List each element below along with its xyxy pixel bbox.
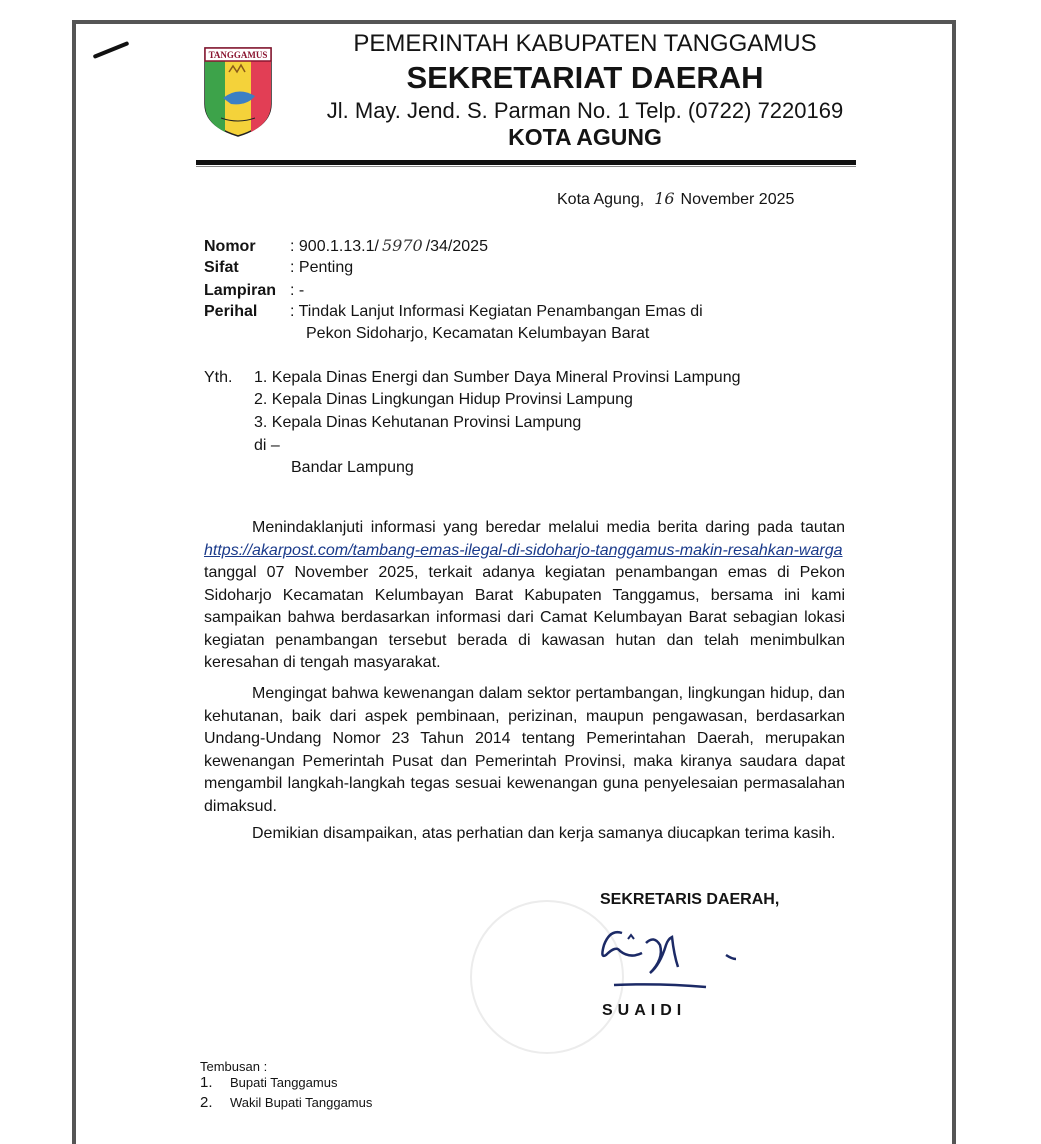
recipient-item: 3. Kepala Dinas Kehutanan Provinsi Lampung <box>254 414 582 431</box>
tembusan-text: Wakil Bupati Tanggamus <box>230 1095 373 1110</box>
body-paragraph-closing: Demikian disampaikan, atas perhatian dan kerja samanya diucapkan terima kasih. <box>252 825 836 842</box>
recipient-city: Bandar Lampung <box>291 459 414 476</box>
meta-sifat <box>204 259 353 277</box>
letterhead-rule-thin <box>196 166 856 167</box>
tembusan-title: Tembusan : <box>200 1059 268 1074</box>
nomor-suffix: /34/2025 <box>425 238 488 255</box>
meta-perihal <box>204 303 703 321</box>
tembusan-item <box>200 1094 372 1111</box>
letterhead-government: PEMERINTAH KABUPATEN TANGGAMUS <box>353 30 817 57</box>
body-paragraph-1 <box>204 517 845 675</box>
salutation: Yth. <box>204 369 233 386</box>
signatory-title: SEKRETARIS DAERAH, <box>600 891 780 908</box>
tembusan-text: Bupati Tanggamus <box>230 1075 338 1090</box>
tembusan-item <box>200 1074 337 1091</box>
recipient-item: 2. Kepala Dinas Lingkungan Hidup Provinsi Lampung <box>254 391 633 408</box>
date-place: Kota Agung, <box>557 191 645 208</box>
nomor-prefix: : 900.1.13.1/ <box>290 238 379 255</box>
letterhead-city: KOTA AGUNG <box>508 124 662 150</box>
date-day-handwritten: 16 <box>654 189 675 208</box>
recipient-item: 1. Kepala Dinas Energi dan Sumber Daya Mineral Provinsi Lampung <box>254 369 741 386</box>
emblem-label: TANGGAMUS <box>208 50 268 60</box>
meta-lampiran <box>204 282 304 300</box>
tanggamus-emblem-icon <box>203 46 273 138</box>
letterhead-rule <box>196 160 856 165</box>
perihal-label: Perihal <box>204 303 258 320</box>
p1-start: Menindaklanjuti informasi yang beredar melalui media berita daring pada tautan <box>252 519 845 536</box>
letterhead-address: Jl. May. Jend. S. Parman No. 1 Telp. (0722) 7220169 <box>326 98 844 123</box>
nomor-handwritten: 5970 <box>381 236 423 255</box>
body-paragraph-2 <box>204 683 845 818</box>
news-link[interactable]: https://akarpost.com/tambang-emas-ilegal-di-sidoharjo-tanggamus-makin-resahkan-warga <box>204 541 843 559</box>
p2-text: Mengingat bahwa kewenangan dalam sektor pertambangan, lingkungan hidup, dan kehutanan, baik dari aspek pembinaan, perizinan, maupun pengawasan, berdasarkan Undang-Undang Nomor 23 Tahun 2014 tentang Pemerintahan Daerah, merupakan kewenangan Pemerintah Pusat dan Pemerintah Provinsi, maka kiranya saudara dapat mengambil langkah-langkah tegas sesuai kewenangan guna penyelesaian permasalahan dimaksud. <box>204 685 845 815</box>
signatory-name: SUAIDI <box>602 1002 687 1019</box>
nomor-label: Nomor <box>204 238 256 255</box>
signature-icon <box>590 915 760 995</box>
sifat-label: Sifat <box>204 259 239 276</box>
meta-nomor <box>204 236 488 256</box>
date-month-year: November 2025 <box>680 191 795 208</box>
letterhead-office: SEKRETARIAT DAERAH <box>406 60 764 95</box>
tembusan-num: 1. <box>200 1074 213 1091</box>
recipient-di: di – <box>254 437 280 454</box>
letter-date <box>557 189 794 209</box>
lampiran-label: Lampiran <box>204 282 277 299</box>
lampiran-value: : - <box>290 282 305 299</box>
perihal-line1: : Tindak Lanjut Informasi Kegiatan Penambangan Emas di <box>290 303 703 320</box>
tembusan-num: 2. <box>200 1094 213 1111</box>
p1-rest: tanggal 07 November 2025, terkait adanya kegiatan penambangan emas di Pekon Sidoharjo Kecamatan Kelumbayan Barat Kabupaten Tanggamus, bersama ini kami sampaikan bahwa berdasarkan informasi dari Camat Kelumbayan Barat sebagian lokasi kegiatan penambangan tersebut berada di kawasan hutan dan telah menimbulkan keresahan di tengah masyarakat. <box>204 564 845 671</box>
sifat-value: : Penting <box>290 259 354 276</box>
perihal-line2: Pekon Sidoharjo, Kecamatan Kelumbayan Barat <box>306 325 650 342</box>
